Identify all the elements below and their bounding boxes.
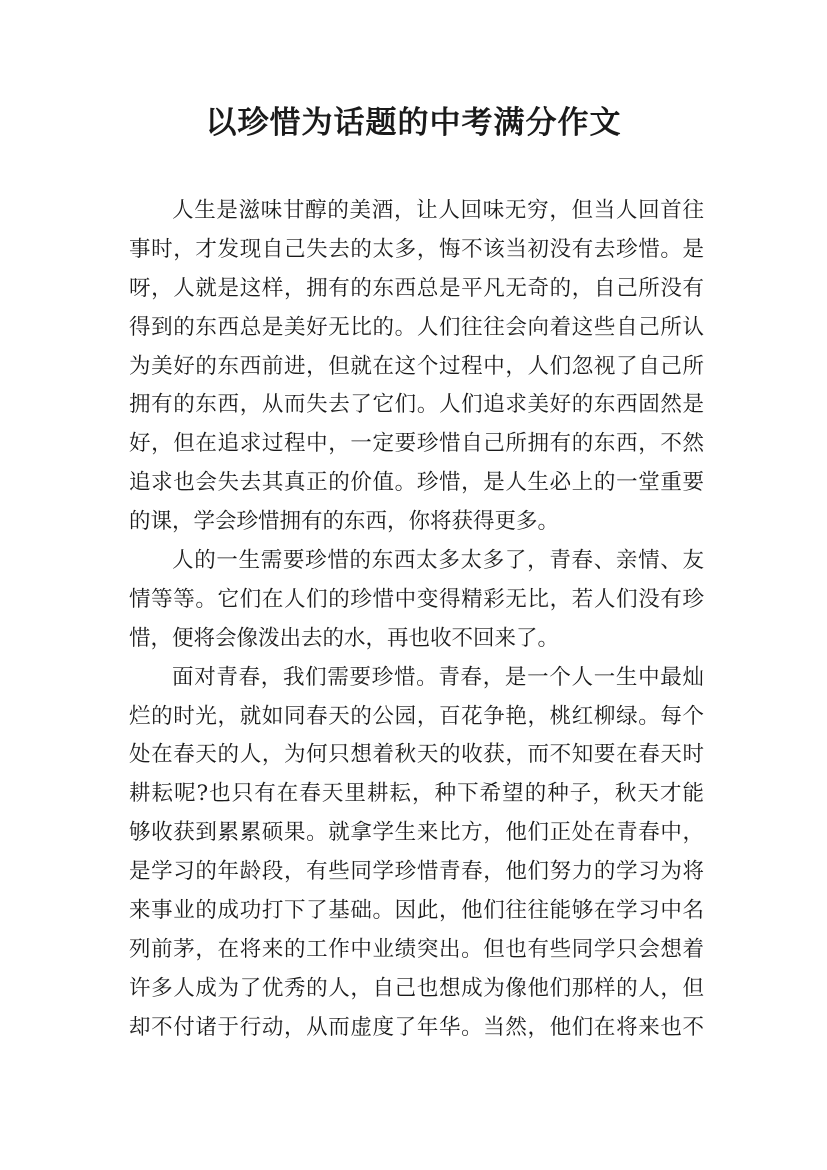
text-line: 耕耘呢?也只有在春天里耕耘，种下希望的种子，秋天才能	[129, 781, 704, 807]
text-line: 是学习的年龄段，有些同学珍惜青春，他们努力的学习为将	[129, 859, 704, 885]
text-line: 情等等。它们在人们的珍惜中变得精彩无比，若人们没有珍	[129, 586, 704, 612]
text-line: 却不付诸于行动，从而虚度了年华。当然，他们在将来也不	[129, 1014, 704, 1040]
text-line: 够收获到累累硕果。就拿学生来比方，他们正处在青春中，	[129, 820, 704, 846]
document-title: 以珍惜为话题的中考满分作文	[205, 105, 622, 141]
text-line: 许多人成为了优秀的人，自己也想成为像他们那样的人，但	[129, 975, 704, 1001]
text-line: 人的一生需要珍惜的东西太多太多了，青春、亲情、友	[172, 548, 704, 574]
text-line: 为美好的东西前进，但就在这个过程中，人们忽视了自己所	[129, 353, 704, 379]
text-line: 拥有的东西，从而失去了它们。人们追求美好的东西固然是	[129, 392, 704, 418]
text-line: 烂的时光，就如同春天的公园，百花争艳，桃红柳绿。每个	[129, 703, 704, 729]
text-line: 惜，便将会像泼出去的水，再也收不回来了。	[129, 625, 560, 651]
text-line: 来事业的成功打下了基础。因此，他们往往能够在学习中名	[129, 898, 704, 924]
text-line: 事时，才发现自己失去的太多，悔不该当初没有去珍惜。是	[129, 236, 704, 262]
text-line: 面对青春，我们需要珍惜。青春，是一个人一生中最灿	[172, 664, 704, 690]
text-line: 列前茅，在将来的工作中业绩突出。但也有些同学只会想着	[129, 936, 704, 962]
text-line: 处在春天的人，为何只想着秋天的收获，而不知要在春天时	[129, 742, 704, 768]
text-line: 得到的东西总是美好无比的。人们往往会向着这些自己所认	[129, 314, 704, 340]
text-line: 人生是滋味甘醇的美酒，让人回味无穷，但当人回首往	[172, 198, 704, 223]
essay-body	[129, 192, 704, 1048]
text-line: 好，但在追求过程中，一定要珍惜自己所拥有的东西，不然	[129, 431, 704, 457]
text-line: 的课，学会珍惜拥有的东西，你将获得更多。	[129, 509, 560, 535]
text-line: 追求也会失去其真正的价值。珍惜，是人生必上的一堂重要	[129, 470, 704, 496]
text-line: 呀，人就是这样，拥有的东西总是平凡无奇的，自己所没有	[129, 275, 704, 301]
